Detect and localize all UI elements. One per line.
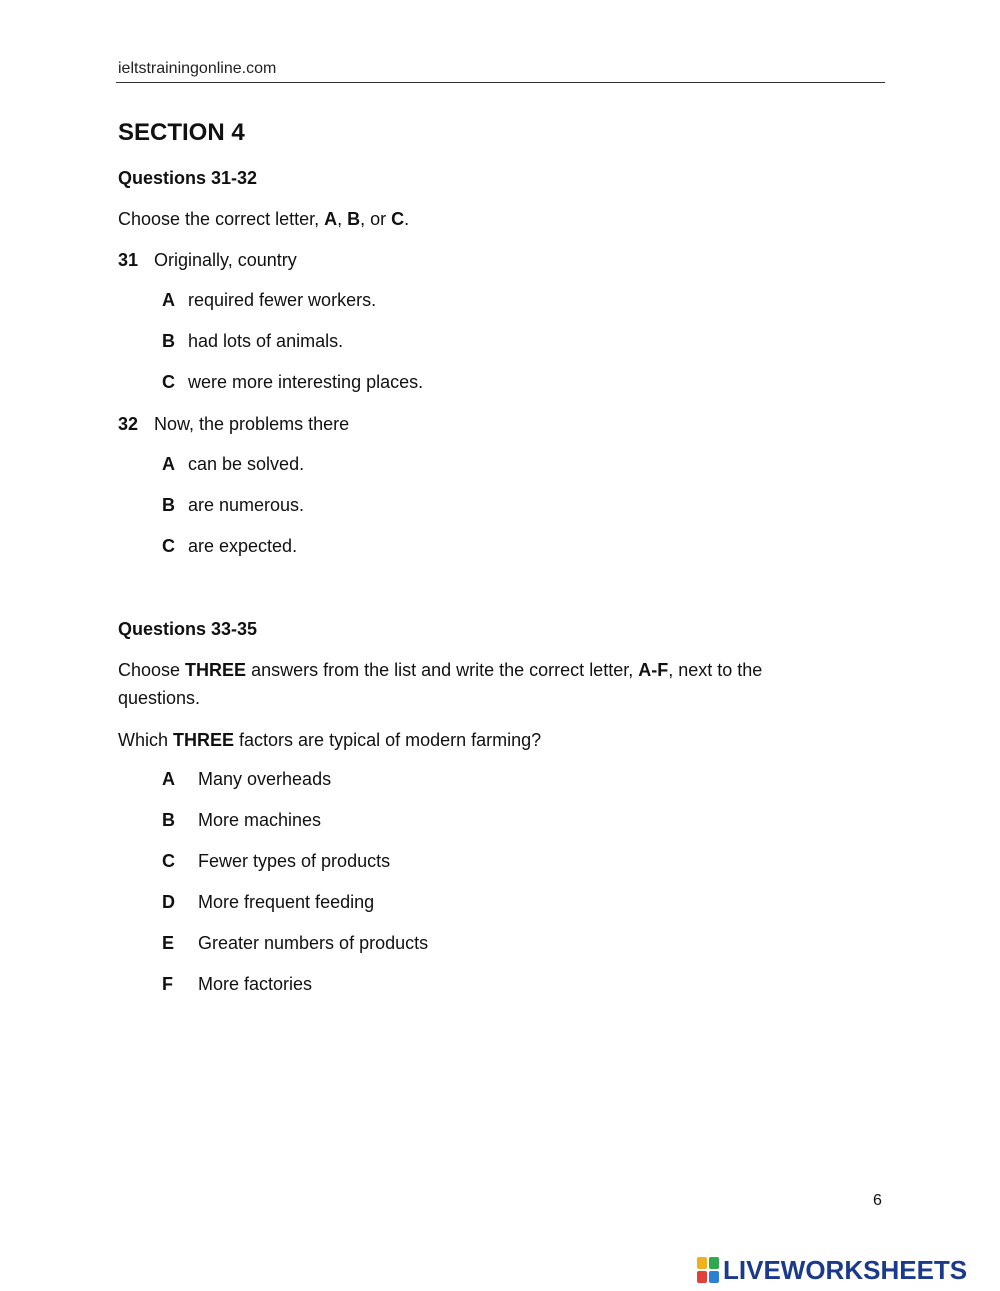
questions-31-32-heading: Questions 31-32 bbox=[118, 168, 258, 188]
question-31-option-b[interactable]: B had lots of animals. bbox=[162, 331, 344, 351]
factor-option-f[interactable]: F More factories bbox=[162, 974, 313, 994]
questions-31-32-instruction: Choose the correct letter, A, B, or C. bbox=[118, 209, 410, 229]
questions-33-35-heading: Questions 33-35 bbox=[118, 619, 258, 639]
factor-option-b[interactable]: B More machines bbox=[162, 810, 322, 830]
logo-tiles-icon bbox=[697, 1257, 719, 1283]
page-number: 6 bbox=[873, 1192, 882, 1209]
question-31-option-a[interactable]: A required fewer workers. bbox=[162, 290, 377, 310]
questions-33-35-instruction: Choose THREE answers from the list and write the correct letter, A-F, next to the questions. bbox=[118, 660, 763, 708]
question-32-option-a[interactable]: A can be solved. bbox=[162, 454, 305, 474]
question-32-option-c[interactable]: C are expected. bbox=[162, 536, 298, 556]
logo-tile bbox=[709, 1257, 719, 1269]
factor-option-e[interactable]: E Greater numbers of products bbox=[162, 933, 429, 953]
question-31-stem: 31 Originally, country bbox=[118, 246, 297, 274]
question-number: 32 bbox=[118, 414, 139, 434]
questions-33-35-prompt: Which THREE factors are typical of modern farming? bbox=[118, 730, 542, 750]
factor-option-c[interactable]: C Fewer types of products bbox=[162, 851, 391, 871]
liveworksheets-logo[interactable] bbox=[697, 1255, 967, 1285]
logo-tile bbox=[697, 1271, 707, 1283]
question-number: 31 bbox=[118, 250, 139, 270]
logo-text: LIVEWORKSHEETS bbox=[723, 1254, 968, 1285]
site-url: ieltstrainingonline.com bbox=[118, 60, 277, 77]
question-32-option-b[interactable]: B are numerous. bbox=[162, 495, 305, 515]
section-title: SECTION 4 bbox=[118, 119, 245, 146]
factor-option-a[interactable]: A Many overheads bbox=[162, 769, 332, 789]
question-31-option-c[interactable]: C were more interesting places. bbox=[162, 372, 424, 392]
question-32-stem: 32 Now, the problems there bbox=[118, 410, 349, 438]
factor-option-d[interactable]: D More frequent feeding bbox=[162, 892, 375, 912]
header-divider bbox=[116, 82, 885, 83]
logo-tile bbox=[709, 1271, 719, 1283]
logo-tile bbox=[697, 1257, 707, 1269]
